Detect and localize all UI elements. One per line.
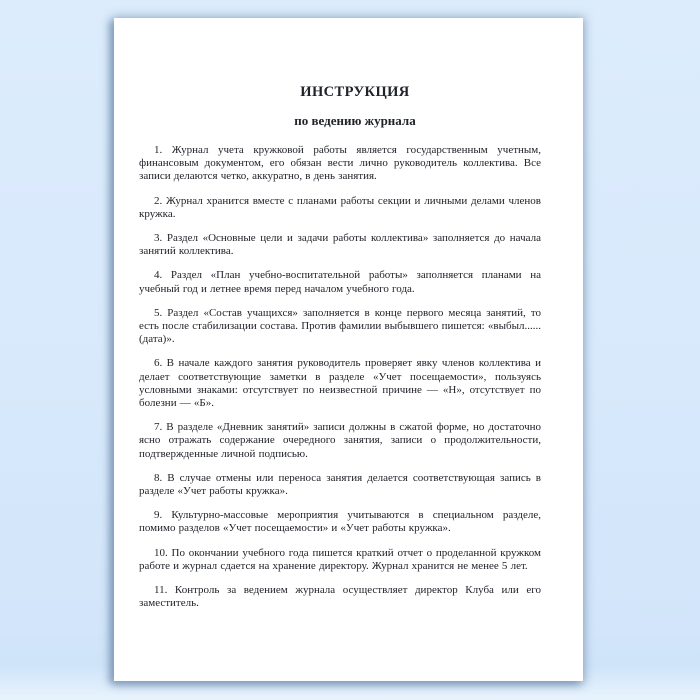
document-page [114,18,583,681]
paragraph-2: 2. Журнал хранится вместе с планами работы секции и личными делами членов кружка. [139,194,541,220]
paragraph-11: 11. Контроль за ведением журнала осуществляет директор Клуба или его заместитель. [139,584,541,610]
paragraph-6: 6. В начале каждого занятия руководитель проверяет явку членов коллектива и делает соответствующие заметки в разделе «Учет посещаемости», пользуясь условными знаками: отсутствует по неизвестной причине — «Н», отсутствует по болезни — «Б». [139,357,541,410]
document-subtitle: по ведению журнала [294,113,416,128]
paragraph-10: 10. По окончании учебного года пишется краткий отчет о проделанной кружком работе и журнал сдается на хранение директору. Журнал хранится не менее 5 лет. [139,546,541,572]
paragraph-8: 8. В случае отмены или переноса занятия делается соответствующая запись в разделе «Учет работы кружка». [139,471,541,498]
paragraph-9: 9. Культурно-массовые мероприятия учитываются в специальном разделе, помимо разделов «Учет посещаемости» и «Учет работы кружка». [139,509,541,535]
paragraph-5: 5. Раздел «Состав учащихся» заполняется в конце первого месяца занятий, то есть после стабилизации состава. Против фамилии выбывшего пишется: «выбыл...... (дата)». [139,306,541,346]
paragraph-3: 3. Раздел «Основные цели и задачи работы коллектива» заполняется до начала занятий коллектива. [139,232,541,258]
paragraph-7: 7. В разделе «Дневник занятий» записи должны в сжатой форме, но достаточно ясно отражать содержание очередного занятия, записи о продолжительности, подтвержденные личной подписью. [139,421,541,460]
paragraph-1: 1. Журнал учета кружковой работы является государственным учетным, финансовым документом, его обязан вести лично руководитель коллектива. Все записи делаются четко, аккуратно, в день занятия. [139,144,541,183]
document-title: ИНСТРУКЦИЯ [300,84,410,100]
paragraph-4: 4. Раздел «План учебно-воспитательной работы» заполняется планами на учебный год и летнее время перед началом учебного года. [139,269,541,295]
